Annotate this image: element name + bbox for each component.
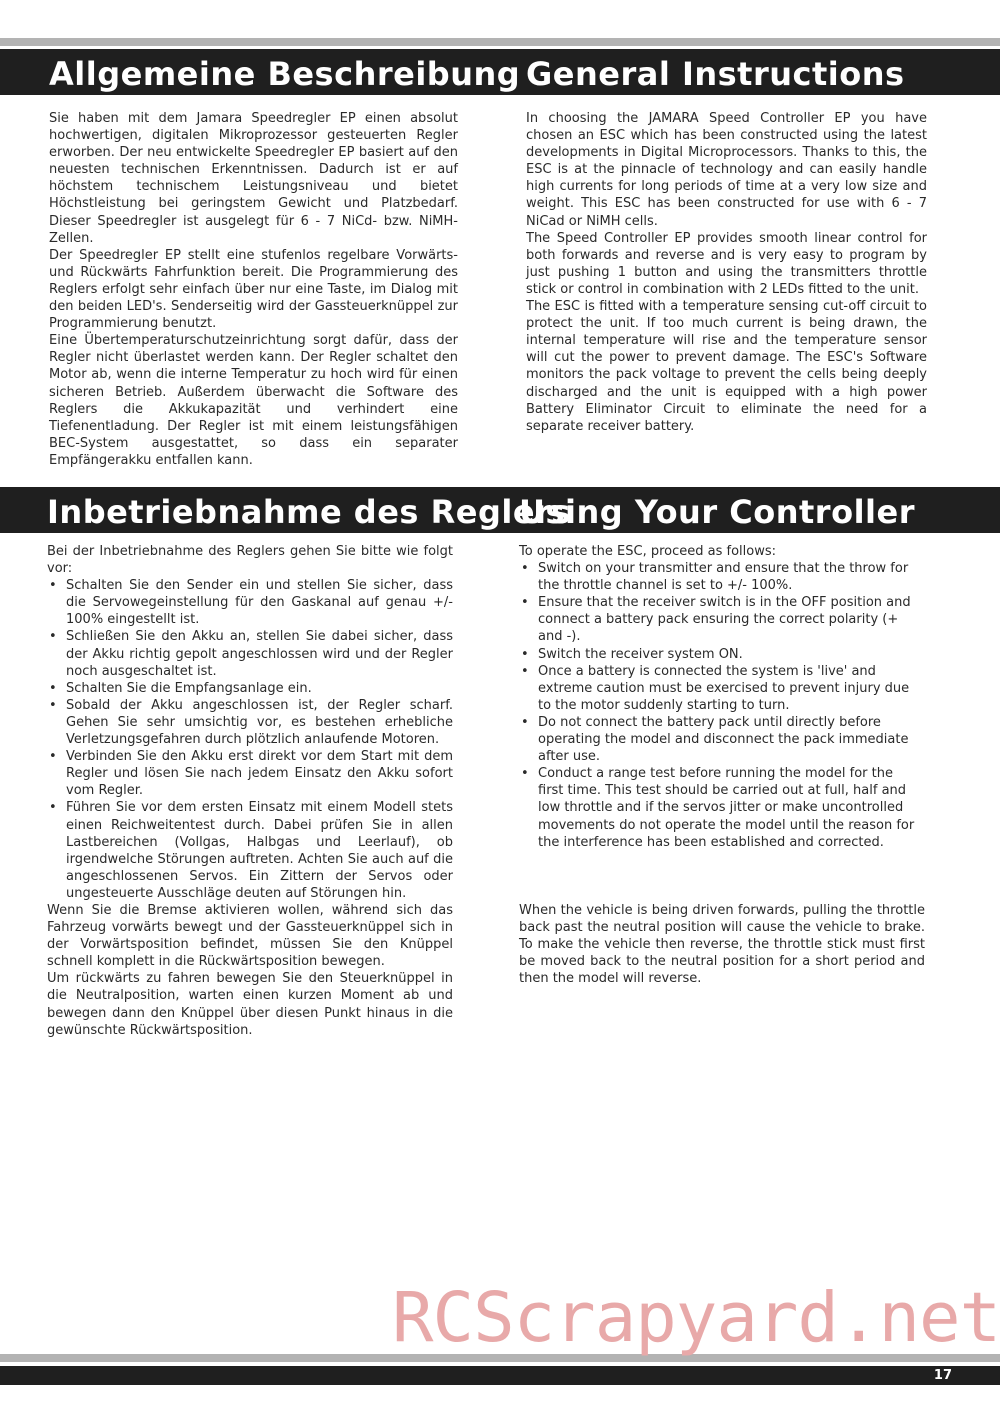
list-item: • Ensure that the receiver switch is in the OFF position and connect a battery pack ensuring the correct polarity (+ and -). <box>519 594 921 645</box>
list-item: • Schließen Sie den Akku an, stellen Sie dabei sicher, dass der Akku richtig gepolt angeschlossen wird und der Regler noch ausgeschaltet ist. <box>47 628 453 679</box>
list-item: • Conduct a range test before running the model for the first time. This test should be carried out at full, half and low throttle and if the servos jitter or make uncontrolled movements do not operate the model until the reason for the interference has been established and corrected. <box>519 765 921 850</box>
list-item: • Führen Sie vor dem ersten Einsatz mit einem Modell stets einen Reichweitentest durch. Dabei prüfen Sie in allen Lastbereichen (Vollgas, Halbgas und Leerlauf), ob irgendwelche Störungen auftreten. Achten Sie auch auf die angeschlossenen Servos. Ein Zittern der Servos oder ungesteuerte Ausschläge deuten auf Störungen hin. <box>47 799 453 902</box>
list-item: • Schalten Sie den Sender ein und stellen Sie sicher, dass die Servowegeinstellung für den Gaskanal auf genau +/- 100% eingestellt ist. <box>47 577 453 628</box>
heading-allgemeine-beschreibung: Allgemeine Beschreibung <box>49 55 521 93</box>
list-item: • Once a battery is connected the system is 'live' and extreme caution must be exercised to prevent injury due to the motor suddenly starting to turn. <box>519 663 921 714</box>
section3-german-text <box>47 902 453 1039</box>
list-item: • Schalten Sie die Empfangsanlage ein. <box>47 680 453 697</box>
list-item: • Verbinden Sie den Akku erst direkt vor dem Start mit dem Regler und lösen Sie nach jedem Einsatz den Akku sofort vom Regler. <box>47 748 453 799</box>
section1-de-paragraph: Der Speedregler EP stellt eine stufenlos regelbare Vorwärts- und Rückwärts Fahrfunktion bereit. Die Programmierung des Reglers erfolgt sehr einfach über nur eine Taste, im Dialog mit den beiden LED's. Senderseitig wird der Gassteuerknüppel zur Programmierung benutzt. <box>49 247 458 332</box>
heading-inbetriebnahme: Inbetriebnahme des Reglers <box>47 493 571 531</box>
page-number: 17 <box>933 1368 952 1383</box>
section2-english-text <box>519 543 921 851</box>
list-item: • Sobald der Akku angeschlossen ist, der Regler scharf. Gehen Sie sehr umsichtig vor, es bestehen erhebliche Verletzungsgefahren durch plötzlich anlaufende Motoren. <box>47 697 453 748</box>
list-item: • Switch on your transmitter and ensure that the throw for the throttle channel is set to +/- 100%. <box>519 560 921 594</box>
heading-using-your-controller: Using Your Controller <box>519 493 915 531</box>
list-item: • Do not connect the battery pack until directly before operating the model and disconnect the pack immediate after use. <box>519 714 921 765</box>
footer-band <box>0 1366 1000 1385</box>
heading-general-instructions: General Instructions <box>526 55 905 93</box>
section1-english-text <box>526 110 927 435</box>
section2-en-bullet-list <box>519 560 921 851</box>
section1-en-paragraph: The Speed Controller EP provides smooth linear control for both forwards and reverse and is very easy to program by just pushing 1 button and using the transmitters throttle stick or control in combination with 2 LEDs fitted to the unit. <box>526 230 927 297</box>
section1-german-text <box>49 110 458 469</box>
section2-de-intro: Bei der Inbetriebnahme des Reglers gehen Sie bitte wie folgt vor: <box>47 544 453 577</box>
section3-de-paragraph: Um rückwärts zu fahren bewegen Sie den Steuerknüppel in die Neutralposition, warten einen kurzen Moment ab und bewegen dann den Knüppel über diesen Punkt hinaus in die gewünschte Rückwärtsposition. <box>47 971 453 1038</box>
section2-german-text <box>47 543 453 902</box>
section3-de-paragraph: Wenn Sie die Bremse aktivieren wollen, während sich das Fahrzeug vorwärts bewegt und der Gassteuerknüppel sich in der Vorwärtsposition befindet, müssen Sie den Knüppel schnell komplett in die Rückwärtsposition bewegen. <box>47 903 453 970</box>
section3-en-paragraph: When the vehicle is being driven forwards, pulling the throttle back past the neutral position will cause the vehicle to brake. To make the vehicle then reverse, the throttle stick must first be moved back to the neutral position for a short period and then the model will reverse. <box>519 903 925 987</box>
section1-de-paragraph: Eine Übertemperaturschutzeinrichtung sorgt dafür, dass der Regler nicht überlastet werden kann. Der Regler schaltet den Motor ab, wenn die interne Temperatur zu hoch wird für einen sicheren Betrieb. Außerdem überwacht die Software des Reglers die Akkukapazität und verhindert eine Tiefenentladung. Der Regler ist mit einem leistungsfähigen BEC-System ausgestattet, so dass ein separater Empfängerakku entfallen kann. <box>49 333 458 468</box>
section1-en-paragraph: The ESC is fitted with a temperature sensing cut-off circuit to protect the unit. If too much current is being drawn, the internal temperature will rise and the temperature sensor will cut the power to prevent damage. The ESC's Software monitors the pack voltage to prevent the cells being deeply discharged and the unit is equipped with a high power Battery Eliminator Circuit to eliminate the need for a separate receiver battery. <box>526 299 927 434</box>
list-item: • Switch the receiver system ON. <box>519 646 921 663</box>
watermark: RCScrapyard.net <box>392 1278 1000 1358</box>
section1-en-paragraph: In choosing the JAMARA Speed Controller EP you have chosen an ESC which has been constructed using the latest developments in Digital Microprocessors. Thanks to this, the ESC is at the pinnacle of technology and can easily handle high currents for long periods of time at a very low size and weight. This ESC has been constructed for use with 6 - 7 NiCad or NiMH cells. <box>526 111 927 229</box>
top-grey-rule <box>0 38 1000 46</box>
section2-en-intro: To operate the ESC, proceed as follows: <box>519 544 776 559</box>
section1-de-paragraph: Sie haben mit dem Jamara Speedregler EP einen absolut hochwertigen, digitalen Mikroprozessor gesteuerten Regler erworben. Der neu entwickelte Speedregler EP basiert auf den neuesten technischen Erkenntnissen. Dadurch ist er auf höchstem technischem Leistungsniveau und bietet Höchstleistung bei geringstem Gewicht und Platzbedarf. Dieser Speedregler ist ausgelegt für 6 - 7 NiCd- bzw. NiMH-Zellen. <box>49 111 458 246</box>
section2-de-bullet-list <box>47 577 453 902</box>
section3-english-text <box>519 902 925 987</box>
